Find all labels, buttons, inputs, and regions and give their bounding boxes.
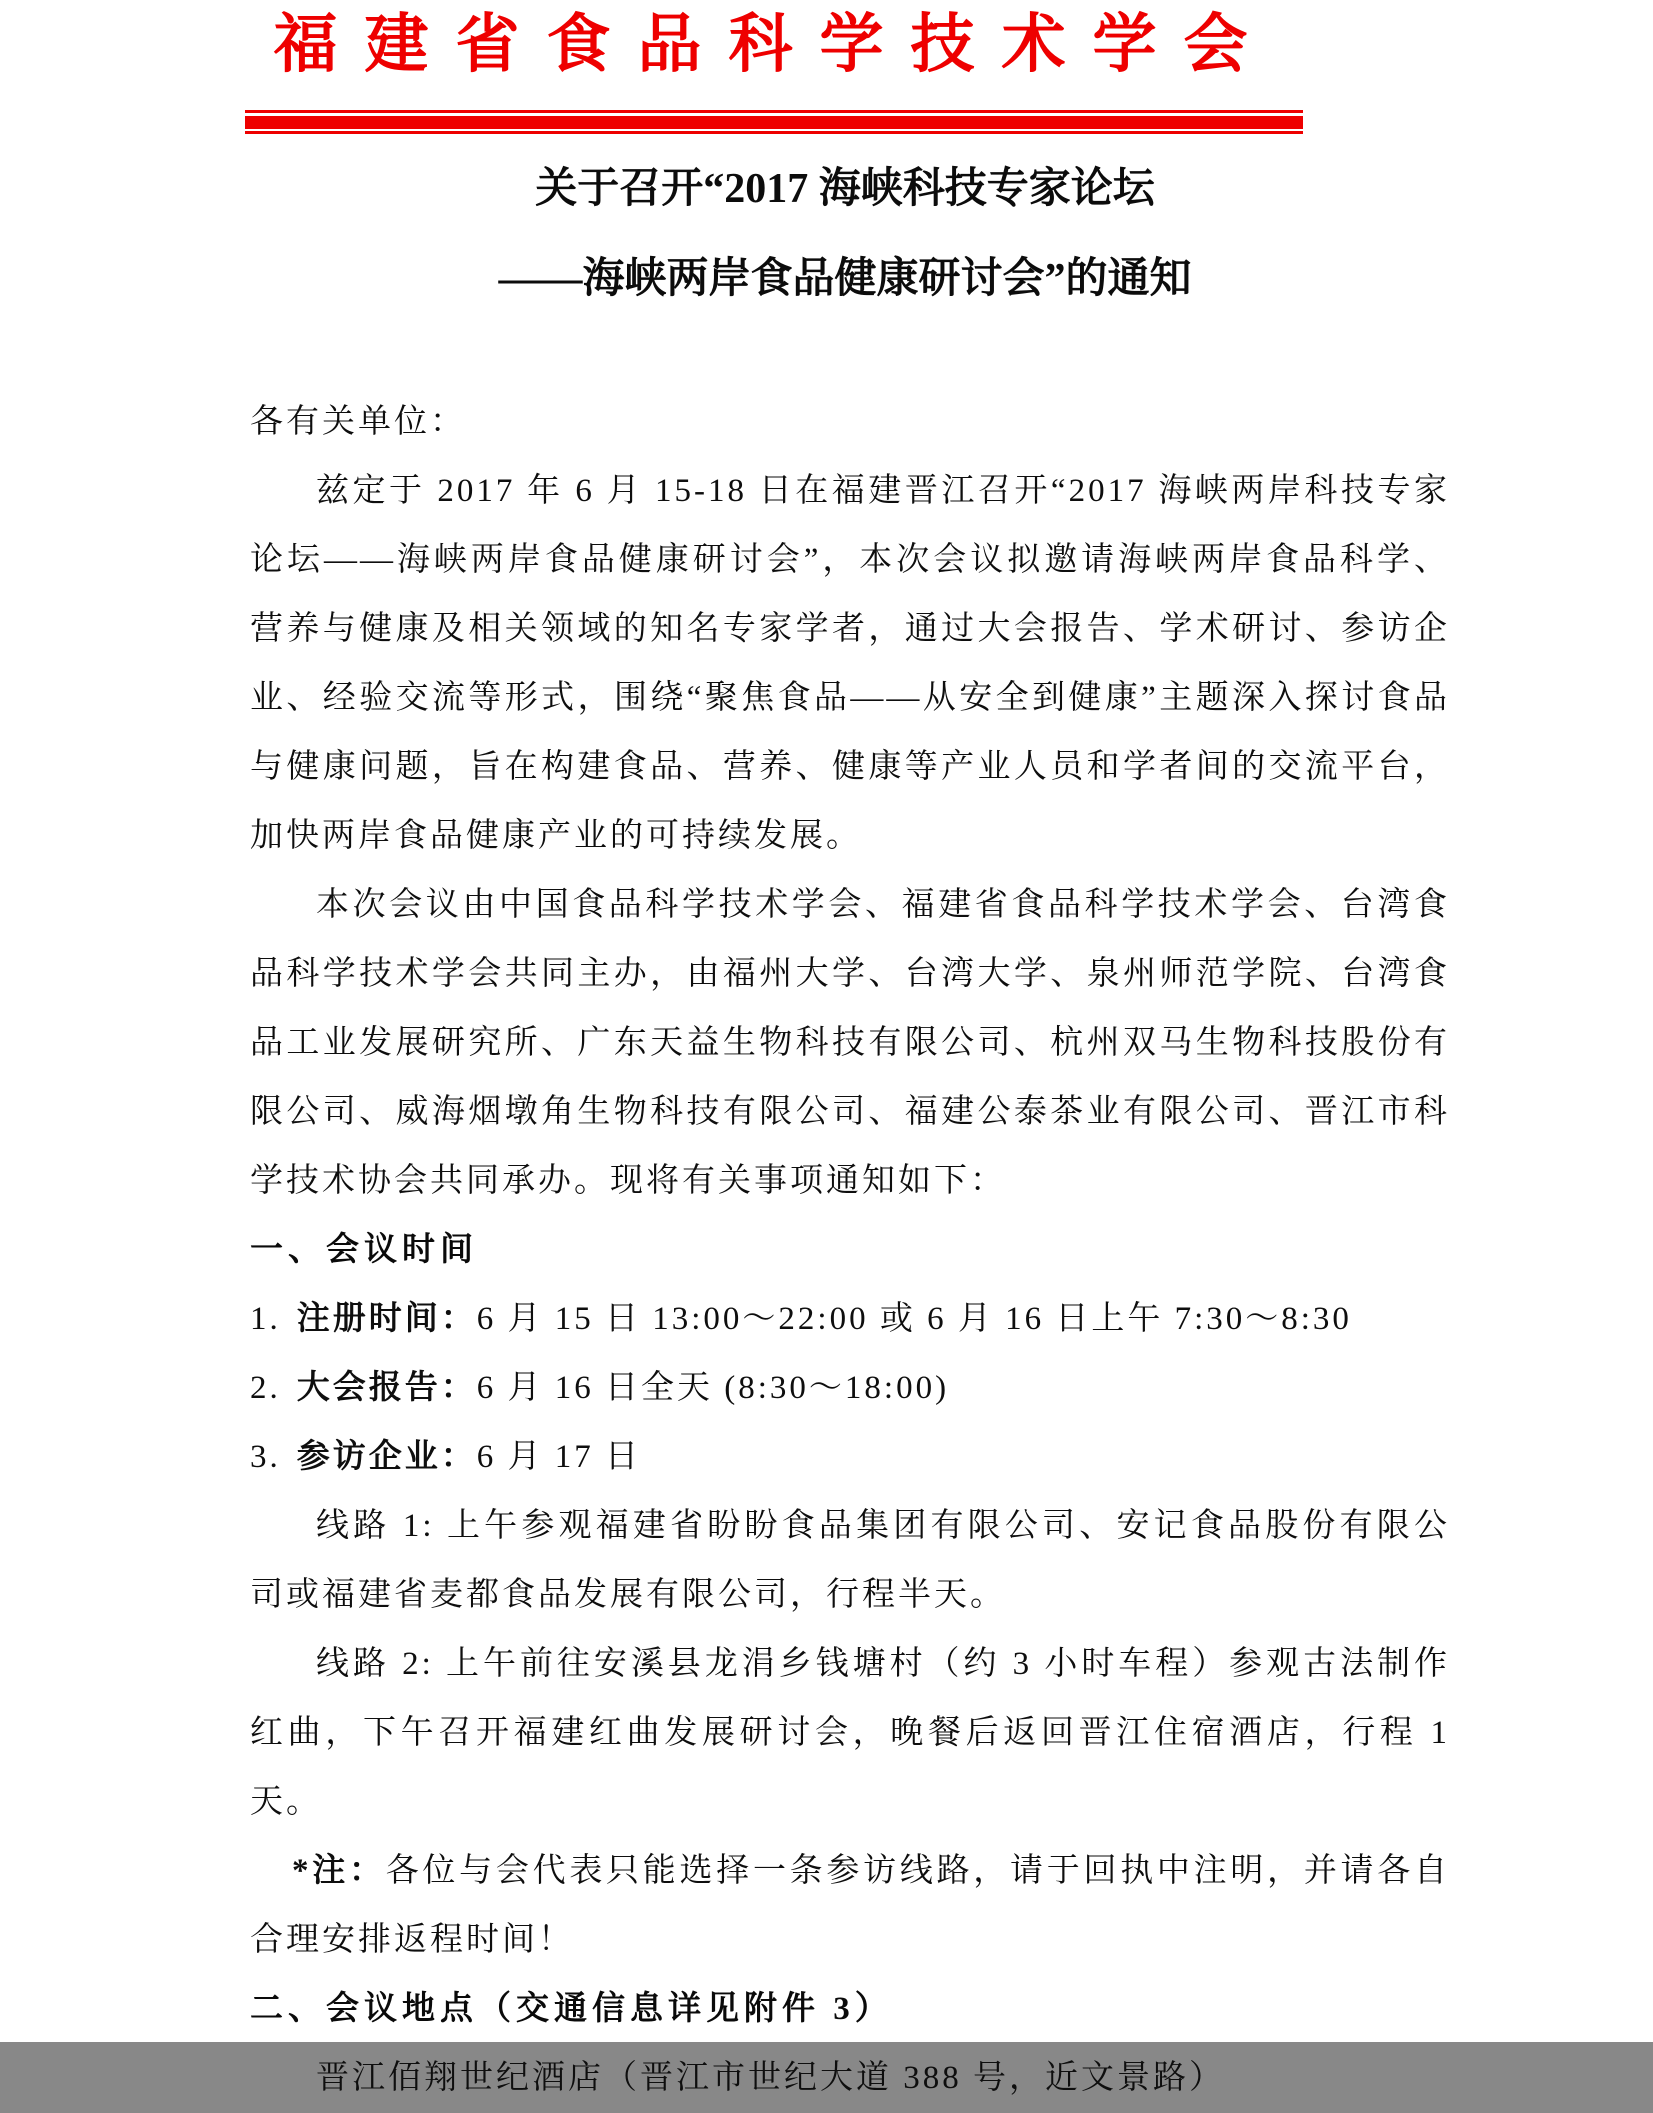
venue-line: 晋江佰翔世纪酒店（晋江市世纪大道 388 号，近文景路）: [316, 2060, 1225, 2096]
item1-number: 1.: [250, 1301, 281, 1337]
item3-text: 6 月 17 日: [476, 1439, 641, 1475]
item-registration-time: [250, 1285, 1450, 1354]
organization-letterhead-title: 福建省食品科学技术学会: [273, 9, 1275, 80]
route1-paragraph: 线路 1: 上午参观福建省盼盼食品集团有限公司、安记食品股份有限公司或福建省麦都食品发展有限公司，行程半天。: [250, 1508, 1450, 1613]
route2-paragraph: 线路 2: 上午前往安溪县龙涓乡钱塘村（约 3 小时车程）参观古法制作红曲，下午召开福建红曲发展研讨会，晚餐后返回晋江住宿酒店，行程 1 天。: [250, 1646, 1450, 1820]
item-conference-report: [250, 1354, 1450, 1423]
item1-text: 6 月 15 日 13:00～22:00 或 6 月 16 日上午 7:30～8:30: [476, 1301, 1352, 1337]
letterhead-rule-thick-line: [245, 116, 1303, 129]
item1-label: 注册时间：: [296, 1301, 477, 1337]
organizer-paragraph: 本次会议由中国食品科学技术学会、福建省食品科学技术学会、台湾食品科学技术学会共同主办，由福州大学、台湾大学、泉州师范学院、台湾食品工业发展研究所、广东天益生物科技有限公司、杭州双马生物科技股份有限公司、威海烟墩角生物科技有限公司、福建公泰茶业有限公司、晋江市科学技术协会共同承办。现将有关事项通知如下：: [250, 887, 1450, 1199]
item3-number: 3.: [250, 1439, 281, 1475]
intro-paragraph: 兹定于 2017 年 6 月 15-18 日在福建晋江召开“2017 海峡两岸科技专家论坛——海峡两岸食品健康研讨会”，本次会议拟邀请海峡两岸食品科学、营养与健康及相关领域的知名专家学者，通过大会报告、学术研讨、参访企业、经验交流等形式，围绕“聚焦食品——从安全到健康”主题深入探讨食品与健康问题，旨在构建食品、营养、健康等产业人员和学者间的交流平台，加快两岸食品健康产业的可持续发展。: [250, 473, 1450, 854]
letterhead-rule: [245, 110, 1303, 134]
item2-label: 大会报告：: [296, 1370, 477, 1406]
section2-heading: 二、会议地点（交通信息详见附件 3）: [250, 1991, 893, 2027]
salutation: 各有关单位：: [250, 404, 466, 440]
item2-number: 2.: [250, 1370, 281, 1406]
document-title-line1: 关于召开“2017 海峡科技专家论坛: [535, 166, 1155, 212]
item2-text: 6 月 16 日全天 (8:30～18:00): [476, 1370, 950, 1406]
item3-label: 参访企业：: [296, 1439, 477, 1475]
note-label: *注：: [292, 1853, 386, 1889]
document-body: [250, 388, 1450, 2113]
note-paragraph: [250, 1837, 1450, 1975]
note-text: 各位与会代表只能选择一条参访线路，请于回执中注明，并请各自合理安排返程时间！: [250, 1853, 1451, 1958]
section1-heading: 一、会议时间: [250, 1232, 478, 1268]
document-title-line2: ——海峡两岸食品健康研讨会”的通知: [498, 256, 1192, 302]
item-company-visit: [250, 1423, 1450, 1492]
letterhead-rule-bottom-line: [245, 131, 1303, 134]
